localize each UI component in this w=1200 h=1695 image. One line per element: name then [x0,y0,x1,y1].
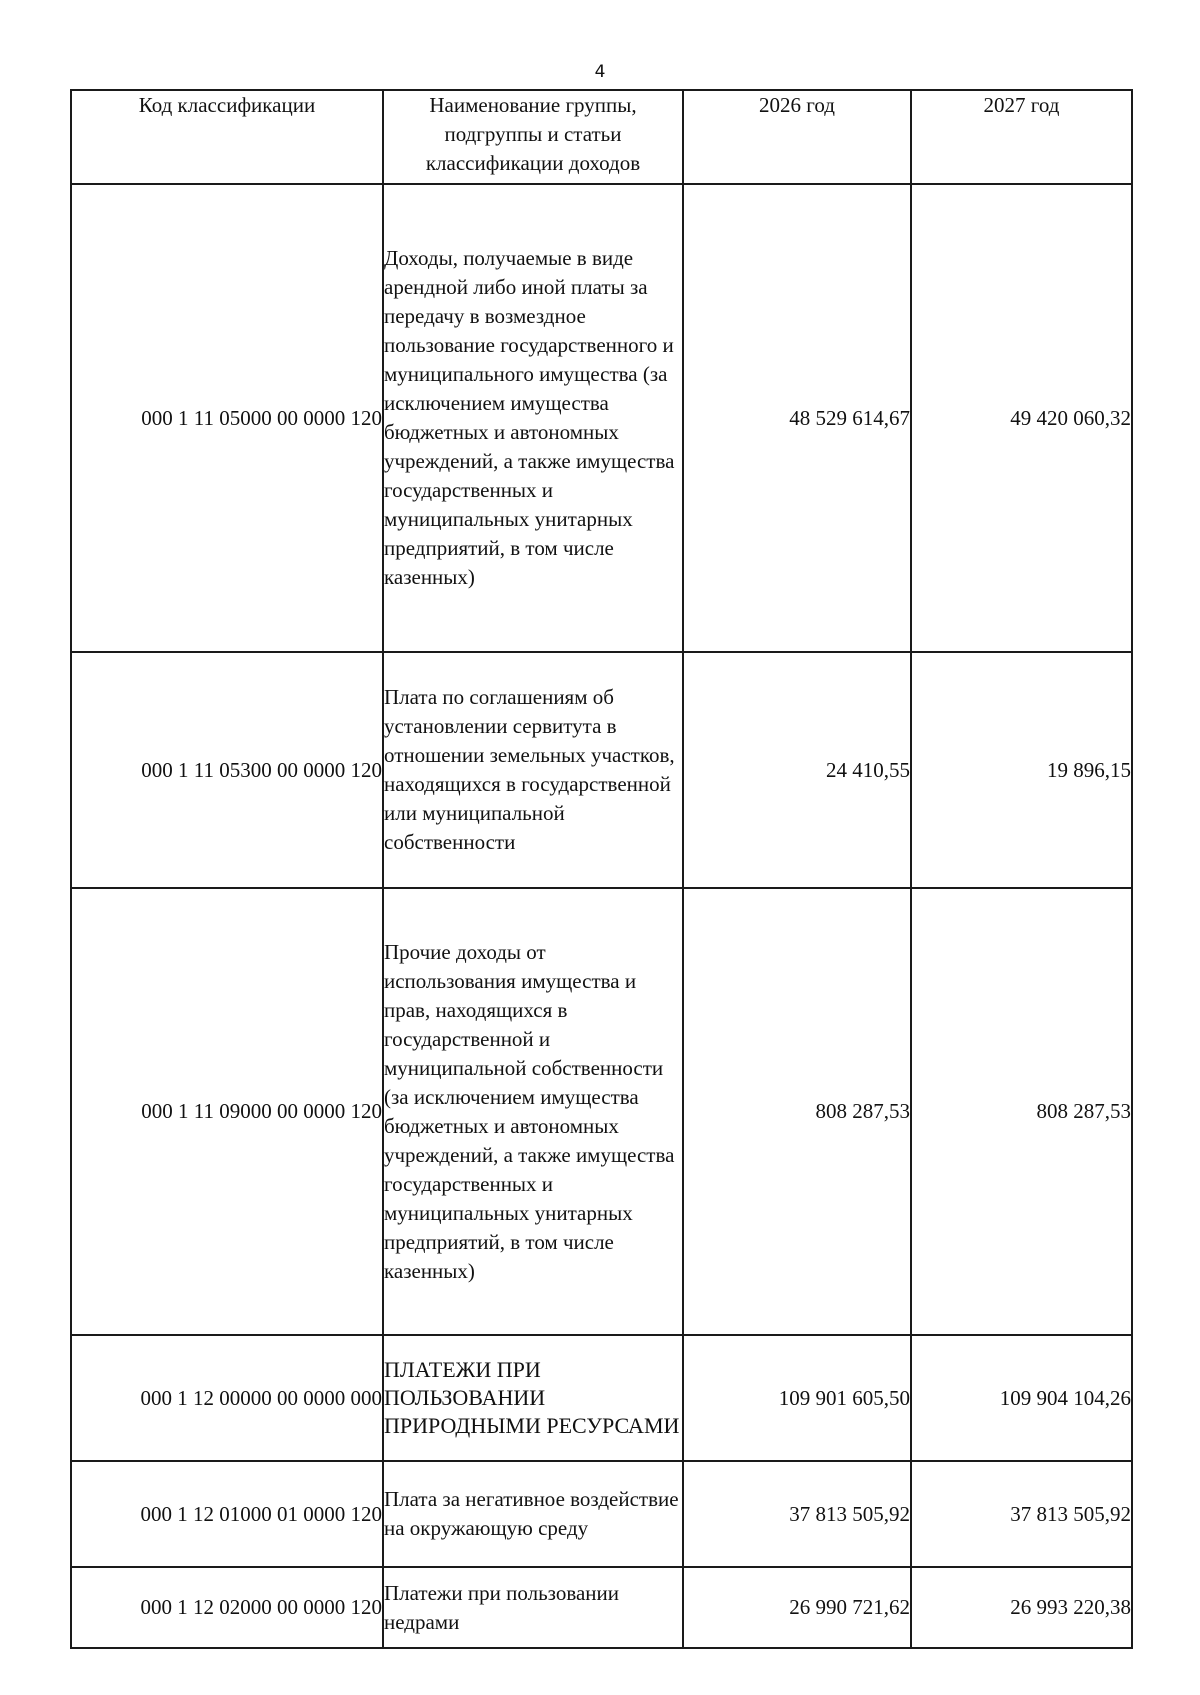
header-year-2027: 2027 год [911,90,1132,184]
row-name: Прочие доходы от использования имущества и прав, находящихся в государственной и муниципальной собственности (за исключением имущества бюджетных и автономных учреждений, а также имущества государственных и муниципальных унитарных предприятий, в том числе казенных) [383,888,683,1335]
row-name: Доходы, получаемые в виде арендной либо иной платы за передачу в возмездное пользование государственного и муниципального имущества (за исключением имущества бюджетных и автономных учреждений, а также имущества государственных и муниципальных унитарных предприятий, в том числе казенных) [383,184,683,652]
row-code: 000 1 12 00000 00 0000 000 [71,1335,383,1461]
row-value-2027: 109 904 104,26 [911,1335,1132,1461]
row-code: 000 1 11 09000 00 0000 120 [71,888,383,1335]
page-number: 4 [594,62,606,82]
row-code: 000 1 11 05300 00 0000 120 [71,652,383,888]
header-name: Наименование группы, подгруппы и статьи классификации доходов [383,90,683,184]
row-name: Плата за негативное воздействие на окружающую среду [383,1461,683,1567]
row-code: 000 1 11 05000 00 0000 120 [71,184,383,652]
row-value-2026: 808 287,53 [683,888,911,1335]
table-row [71,184,1132,652]
row-name: ПЛАТЕЖИ ПРИ ПОЛЬЗОВАНИИ ПРИРОДНЫМИ РЕСУРСАМИ [383,1335,683,1461]
row-value-2027: 49 420 060,32 [911,184,1132,652]
table-row [71,1567,1132,1648]
row-name: Плата по соглашениям об установлении сервитута в отношении земельных участков, находящихся в государственной или муниципальной собственности [383,652,683,888]
header-year-2026: 2026 год [683,90,911,184]
row-value-2027: 37 813 505,92 [911,1461,1132,1567]
table-row [71,652,1132,888]
row-value-2027: 26 993 220,38 [911,1567,1132,1648]
row-value-2026: 26 990 721,62 [683,1567,911,1648]
table-row [71,888,1132,1335]
row-value-2027: 808 287,53 [911,888,1132,1335]
row-value-2026: 37 813 505,92 [683,1461,911,1567]
table-row [71,1335,1132,1461]
table-row [71,1461,1132,1567]
row-value-2027: 19 896,15 [911,652,1132,888]
table-header [71,90,1132,184]
row-value-2026: 48 529 614,67 [683,184,911,652]
row-value-2026: 109 901 605,50 [683,1335,911,1461]
row-value-2026: 24 410,55 [683,652,911,888]
row-code: 000 1 12 02000 00 0000 120 [71,1567,383,1648]
income-classification-table [70,89,1133,1649]
header-code: Код классификации [71,90,383,184]
row-code: 000 1 12 01000 01 0000 120 [71,1461,383,1567]
row-name: Платежи при пользовании недрами [383,1567,683,1648]
